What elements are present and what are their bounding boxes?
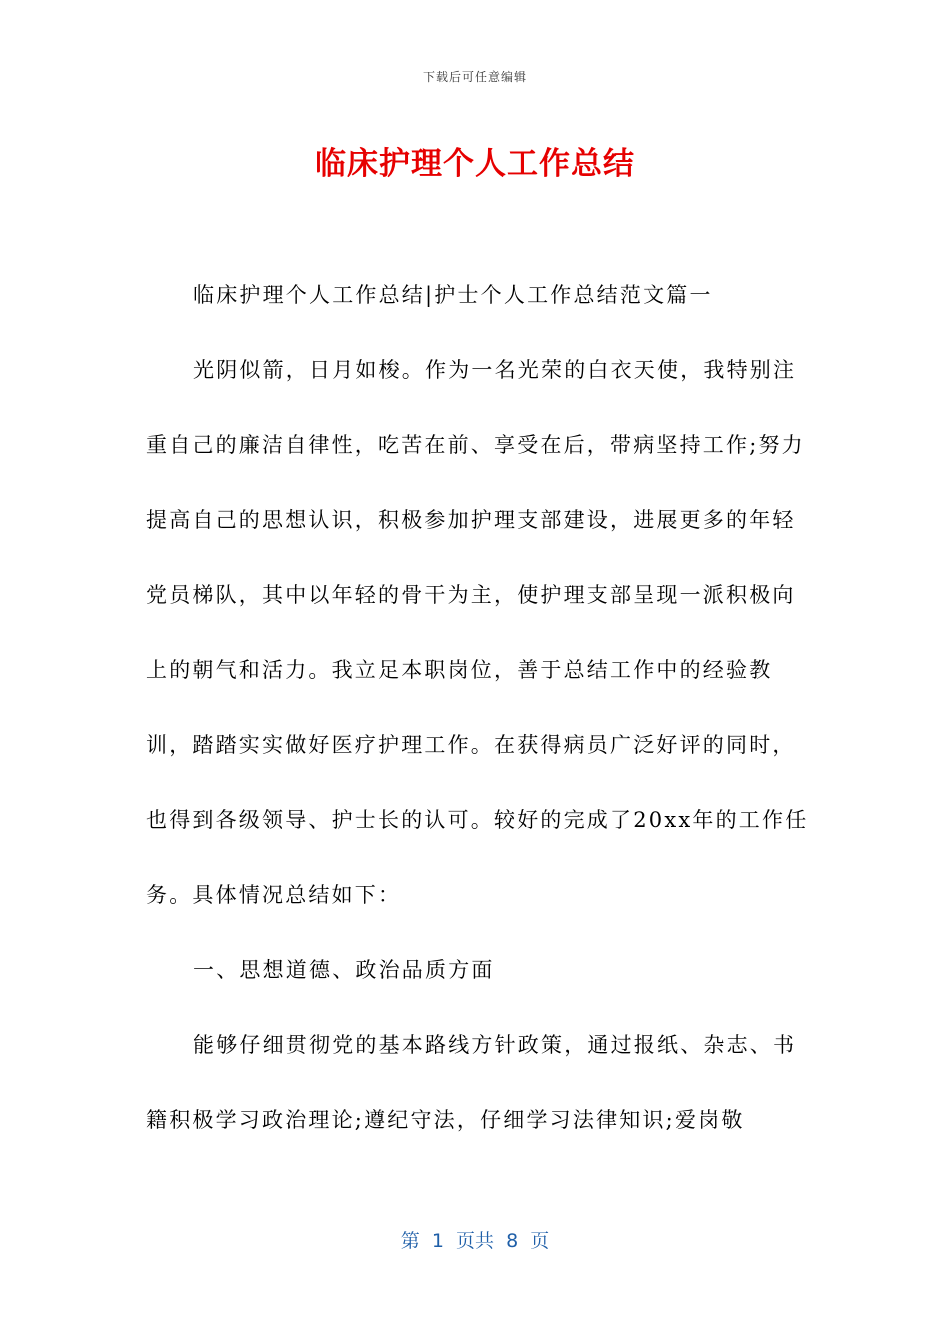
document-body [146, 258, 810, 1158]
paragraph: 光阴似箭，日月如梭。作为一名光荣的白衣天使，我特别注重自己的廉洁自律性，吃苦在前、享受在后，带病坚持工作;努力提高自己的思想认识，积极参加护理支部建设，进展更多的年轻党员梯队，其中以年轻的骨干为主，使护理支部呈现一派积极向上的朝气和活力。我立足本职岗位，善于总结工作中的经验教训，踏踏实实做好医疗护理工作。在获得病员广泛好评的同时，也得到各级领导、护士长的认可。较好的完成了20xx年的工作任务。具体情况总结如下： [146, 358, 809, 907]
page-number: 第 1 页共 8 页 [400, 1230, 550, 1252]
section-heading: 一、思想道德、政治品质方面 [193, 958, 495, 982]
paragraph: 能够仔细贯彻党的基本路线方针政策，通过报纸、杂志、书籍积极学习政治理论;遵纪守法，仔细学习法律知识;爱岗敬 [146, 1033, 797, 1132]
paragraph-heading: 临床护理个人工作总结|护士个人工作总结范文篇一 [193, 283, 713, 307]
document-title: 临床护理个人工作总结 [315, 146, 635, 182]
header-note: 下载后可任意编辑 [422, 70, 527, 84]
